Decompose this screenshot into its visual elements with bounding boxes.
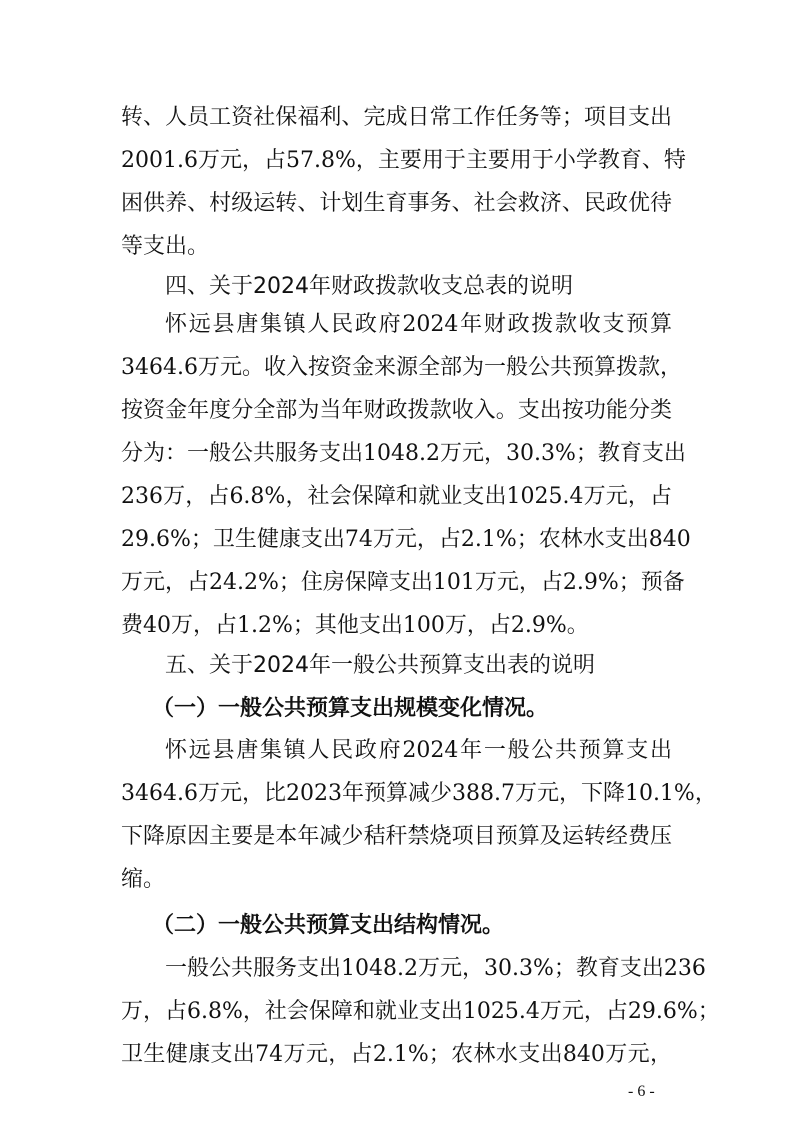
- body-line: 困供养、村级运转、计划生育事务、社会救济、民政优待: [121, 191, 672, 216]
- body-line: 3464.6万元。收入按资金来源全部为一般公共预算拨款，: [121, 355, 682, 380]
- body-line: 怀远县唐集镇人民政府2024年财政拨款收支预算: [165, 312, 672, 337]
- body-line: 2001.6万元，占57.8%，主要用于主要用于小学教育、特: [121, 148, 686, 173]
- body-line: 怀远县唐集镇人民政府2024年一般公共预算支出: [165, 738, 672, 763]
- body-line: 3464.6万元，比2023年预算减少388.7万元，下降10.1%，: [121, 781, 717, 806]
- body-line: 卫生健康支出74万元，占2.1%；农林水支出840万元，: [121, 1042, 672, 1067]
- body-line: 等支出。: [121, 234, 210, 259]
- body-line: 236万，占6.8%，社会保障和就业支出1025.4万元，占: [121, 484, 672, 509]
- subsection-heading-1: （一）一般公共预算支出规模变化情况。: [152, 695, 549, 721]
- body-line: 缩。: [121, 867, 166, 892]
- page-number: - 6 -: [628, 1083, 655, 1100]
- body-line: 万元，占24.2%；住房保障支出101万元，占2.9%；预备: [121, 570, 685, 595]
- body-line: 万，占6.8%，社会保障和就业支出1025.4万元，占29.6%；: [121, 999, 720, 1024]
- body-line: 下降原因主要是本年减少秸秆禁烧项目预算及运转经费压: [121, 824, 672, 849]
- subsection-heading-2: （二）一般公共预算支出结构情况。: [152, 912, 505, 938]
- section-heading-4: 四、关于2024年财政拨款收支总表的说明: [165, 274, 573, 299]
- body-line: 转、人员工资社保福利、完成日常工作任务等；项目支出: [121, 105, 672, 130]
- body-line: 按资金年度分全部为当年财政拨款收入。支出按功能分类: [121, 398, 672, 423]
- body-line: 费40万，占1.2%；其他支出100万，占2.9%。: [121, 613, 589, 638]
- body-line: 29.6%；卫生健康支出74万元，占2.1%；农林水支出840: [121, 527, 691, 552]
- body-line: 一般公共服务支出1048.2万元，30.3%；教育支出236: [165, 956, 706, 981]
- body-line: 分为：一般公共服务支出1048.2万元，30.3%；教育支出: [121, 441, 686, 466]
- section-heading-5: 五、关于2024年一般公共预算支出表的说明: [165, 653, 595, 678]
